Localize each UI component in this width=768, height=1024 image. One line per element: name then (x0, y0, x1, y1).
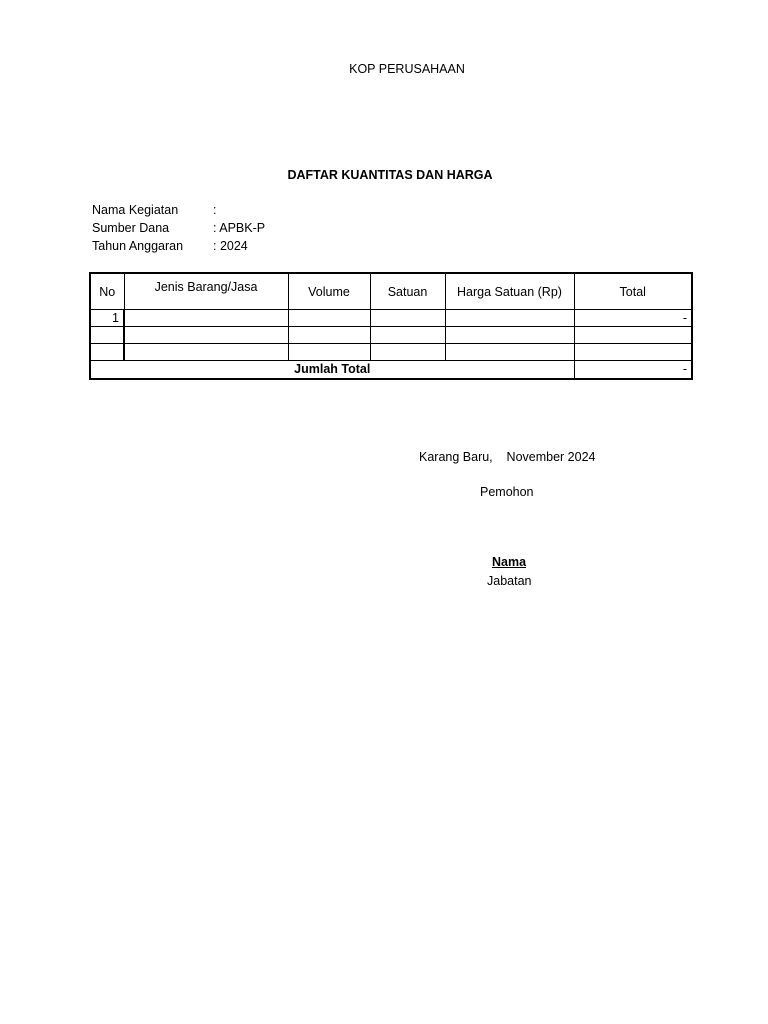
cell-item (124, 327, 288, 344)
info-label-budget-year: Tahun Anggaran (92, 239, 184, 253)
applicant-label: Pemohon (480, 485, 534, 499)
column-header-volume: Volume (288, 273, 370, 310)
cell-no: 1 (90, 310, 124, 327)
cell-no (90, 327, 124, 344)
table-row (90, 344, 692, 361)
info-value-fund-source: : APBK-P (213, 221, 266, 235)
cell-volume (288, 327, 370, 344)
cell-item (124, 310, 288, 327)
cell-total: - (574, 310, 692, 327)
column-header-unit-price: Harga Satuan (Rp) (445, 273, 574, 310)
cell-item (124, 344, 288, 361)
cell-unit (370, 327, 445, 344)
table-row (90, 310, 692, 327)
cell-price (445, 344, 574, 361)
cell-total (574, 344, 692, 361)
grand-total-label: Jumlah Total (90, 361, 574, 380)
info-label-activity: Nama Kegiatan (92, 203, 179, 217)
place-date (419, 450, 596, 464)
letterhead-placeholder: KOP PERUSAHAAN (349, 62, 465, 76)
column-header-item: Jenis Barang/Jasa (124, 273, 288, 310)
column-header-unit: Satuan (370, 273, 445, 310)
place-date-text: Karang Baru, November 2024 (419, 450, 596, 464)
table-header-row (90, 273, 692, 310)
column-header-no: No (90, 273, 124, 310)
info-label-fund-source: Sumber Dana (92, 221, 170, 235)
grand-total-row (90, 361, 692, 380)
info-value-budget-year: : 2024 (213, 239, 248, 253)
cell-price (445, 327, 574, 344)
quantity-price-table (89, 272, 693, 380)
grand-total-value: - (574, 361, 692, 380)
cell-unit (370, 344, 445, 361)
column-header-total: Total (574, 273, 692, 310)
cell-volume (288, 344, 370, 361)
signatory-name: Nama (492, 555, 527, 569)
cell-total (574, 327, 692, 344)
document-title: DAFTAR KUANTITAS DAN HARGA (287, 168, 493, 182)
cell-no (90, 344, 124, 361)
signatory-position: Jabatan (487, 574, 532, 588)
cell-unit (370, 310, 445, 327)
table-row (90, 327, 692, 344)
cell-price (445, 310, 574, 327)
cell-volume (288, 310, 370, 327)
info-value-activity: : (213, 203, 217, 217)
